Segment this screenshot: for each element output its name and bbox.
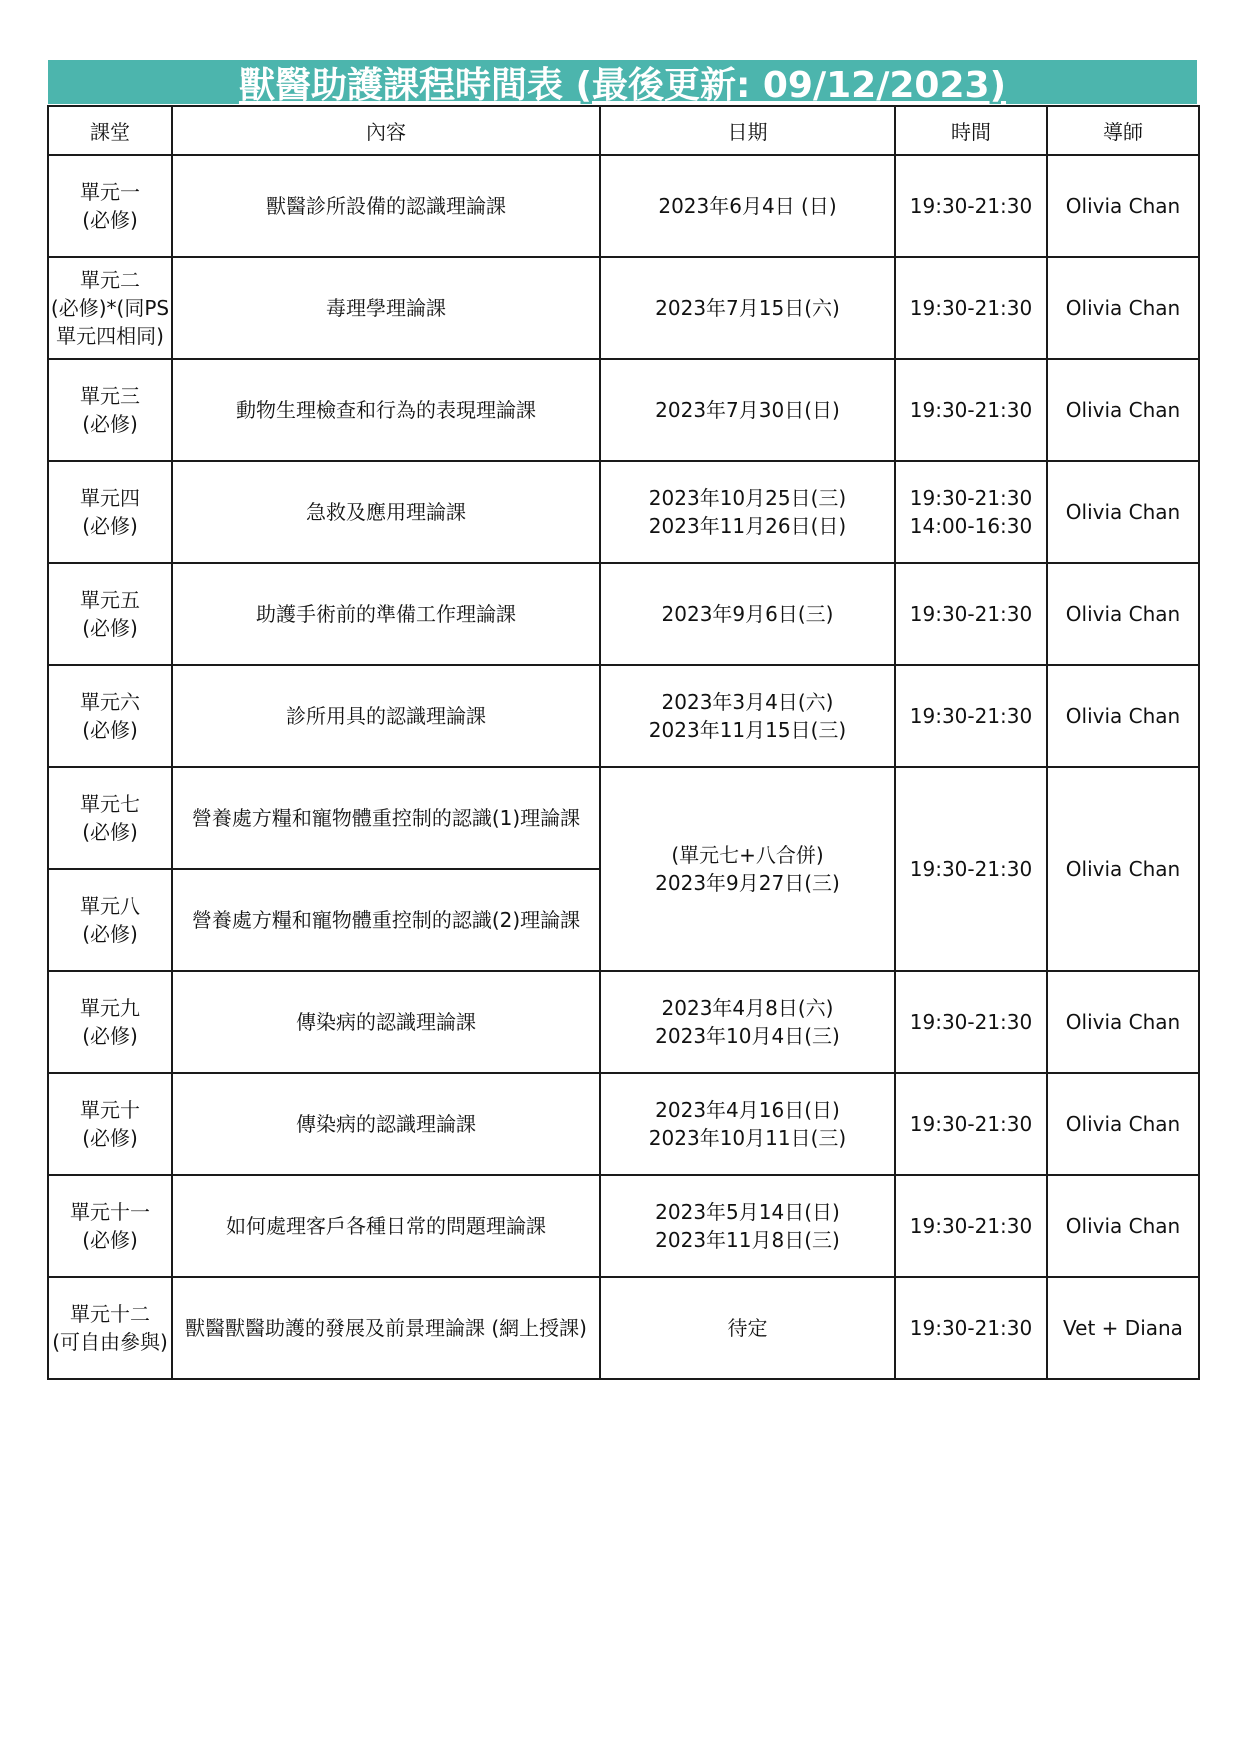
date-line: 2023年10月11日(三) [648, 1126, 847, 1150]
date-cell [600, 1073, 895, 1175]
unit-name: 單元七 [80, 792, 140, 816]
content-cell: 診所用具的認識理論課 [172, 665, 600, 767]
unit-note: (必修) [82, 412, 138, 436]
table-row [48, 1175, 1199, 1277]
date-line: 2023年7月15日(六) [655, 296, 840, 320]
date-line: 待定 [727, 1316, 768, 1340]
title-bar [48, 60, 1197, 104]
table-row [48, 461, 1199, 563]
unit-name: 單元十一 [70, 1200, 150, 1224]
header-content: 內容 [172, 106, 600, 155]
unit-note: (必修) [82, 514, 138, 538]
merged-tutor-cell: Olivia Chan [1047, 767, 1199, 971]
tutor-cell: Olivia Chan [1047, 1175, 1199, 1277]
header-time: 時間 [895, 106, 1047, 155]
time-cell: 19:30-21:30 [895, 155, 1047, 257]
unit-note: (必修) [82, 208, 138, 232]
date-line: 2023年6月4日 (日) [658, 194, 837, 218]
unit-name: 單元四 [80, 486, 140, 510]
unit-note: (必修) [82, 922, 138, 946]
unit-name: 單元十 [80, 1098, 140, 1122]
date-line: 2023年10月25日(三) [648, 486, 847, 510]
time-line: 19:30-21:30 [909, 486, 1033, 510]
content-cell: 獸醫獸醫助護的發展及前景理論課 (網上授課) [172, 1277, 600, 1379]
date-cell [600, 155, 895, 257]
date-line: 2023年4月8日(六) [661, 996, 834, 1020]
table-row [48, 665, 1199, 767]
table-row [48, 767, 1199, 869]
date-cell [600, 1175, 895, 1277]
unit-name: 單元八 [80, 894, 140, 918]
table-row [48, 1073, 1199, 1175]
tutor-cell: Vet + Diana [1047, 1277, 1199, 1379]
tutor-cell: Olivia Chan [1047, 155, 1199, 257]
unit-cell [48, 869, 172, 971]
time-cell: 19:30-21:30 [895, 257, 1047, 359]
time-cell [895, 461, 1047, 563]
table-row [48, 359, 1199, 461]
time-cell: 19:30-21:30 [895, 1175, 1047, 1277]
date-cell [600, 257, 895, 359]
date-cell [600, 563, 895, 665]
unit-name: 單元三 [80, 384, 140, 408]
unit-cell [48, 1073, 172, 1175]
unit-note: 單元四相同) [56, 324, 164, 348]
unit-cell [48, 1175, 172, 1277]
table-row [48, 257, 1199, 359]
date-note: (單元七+八合併) [671, 843, 824, 867]
date-line: 2023年11月15日(三) [648, 718, 847, 742]
date-cell [600, 1277, 895, 1379]
content-cell: 急救及應用理論課 [172, 461, 600, 563]
schedule-table [47, 105, 1200, 1380]
tutor-cell: Olivia Chan [1047, 971, 1199, 1073]
table-row [48, 971, 1199, 1073]
date-line: 2023年11月26日(日) [648, 514, 847, 538]
unit-name: 單元二 [80, 268, 140, 292]
table-row [48, 563, 1199, 665]
merged-date-cell [600, 767, 895, 971]
header-date: 日期 [600, 106, 895, 155]
unit-cell [48, 665, 172, 767]
unit-note: (必修) [82, 616, 138, 640]
content-cell: 獸醫診所設備的認識理論課 [172, 155, 600, 257]
unit-name: 單元十二 [70, 1302, 150, 1326]
unit-note: (必修) [82, 1228, 138, 1252]
time-cell: 19:30-21:30 [895, 1073, 1047, 1175]
unit-cell [48, 1277, 172, 1379]
merged-time-cell: 19:30-21:30 [895, 767, 1047, 971]
time-cell: 19:30-21:30 [895, 563, 1047, 665]
unit-name: 單元六 [80, 690, 140, 714]
unit-note: (必修) [82, 1126, 138, 1150]
date-cell [600, 461, 895, 563]
content-cell: 毒理學理論課 [172, 257, 600, 359]
unit-note: (可自由參與) [52, 1330, 168, 1354]
time-cell: 19:30-21:30 [895, 1277, 1047, 1379]
date-line: 2023年3月4日(六) [661, 690, 834, 714]
page-title: 獸醫助護課程時間表 (最後更新: 09/12/2023) [238, 64, 1007, 106]
time-cell: 19:30-21:30 [895, 359, 1047, 461]
unit-cell [48, 563, 172, 665]
tutor-cell: Olivia Chan [1047, 359, 1199, 461]
date-cell [600, 359, 895, 461]
unit-cell [48, 767, 172, 869]
time-cell: 19:30-21:30 [895, 971, 1047, 1073]
content-cell: 營養處方糧和寵物體重控制的認識(1)理論課 [172, 767, 600, 869]
unit-cell [48, 971, 172, 1073]
content-cell: 營養處方糧和寵物體重控制的認識(2)理論課 [172, 869, 600, 971]
unit-note: (必修)*(同PS [50, 296, 170, 320]
table-row [48, 155, 1199, 257]
unit-cell [48, 461, 172, 563]
tutor-cell: Olivia Chan [1047, 665, 1199, 767]
tutor-cell: Olivia Chan [1047, 563, 1199, 665]
date-line: 2023年7月30日(日) [655, 398, 840, 422]
content-cell: 如何處理客戶各種日常的問題理論課 [172, 1175, 600, 1277]
content-cell: 動物生理檢查和行為的表現理論課 [172, 359, 600, 461]
unit-cell [48, 257, 172, 359]
content-cell: 傳染病的認識理論課 [172, 971, 600, 1073]
tutor-cell: Olivia Chan [1047, 461, 1199, 563]
date-cell [600, 971, 895, 1073]
unit-note: (必修) [82, 718, 138, 742]
tutor-cell: Olivia Chan [1047, 1073, 1199, 1175]
tutor-cell: Olivia Chan [1047, 257, 1199, 359]
date-line: 2023年9月27日(三) [655, 871, 840, 895]
header-unit: 課堂 [48, 106, 172, 155]
date-line: 2023年4月16日(日) [655, 1098, 840, 1122]
date-cell [600, 665, 895, 767]
date-line: 2023年5月14日(日) [655, 1200, 840, 1224]
date-line: 2023年9月6日(三) [661, 602, 834, 626]
header-row [48, 106, 1199, 155]
table-row [48, 1277, 1199, 1379]
content-cell: 助護手術前的準備工作理論課 [172, 563, 600, 665]
date-line: 2023年10月4日(三) [655, 1024, 840, 1048]
unit-cell [48, 155, 172, 257]
unit-cell [48, 359, 172, 461]
header-tutor: 導師 [1047, 106, 1199, 155]
unit-note: (必修) [82, 1024, 138, 1048]
time-line: 14:00-16:30 [909, 514, 1033, 538]
content-cell: 傳染病的認識理論課 [172, 1073, 600, 1175]
unit-note: (必修) [82, 820, 138, 844]
time-cell: 19:30-21:30 [895, 665, 1047, 767]
unit-name: 單元五 [80, 588, 140, 612]
date-line: 2023年11月8日(三) [655, 1228, 840, 1252]
unit-name: 單元一 [80, 180, 140, 204]
unit-name: 單元九 [80, 996, 140, 1020]
